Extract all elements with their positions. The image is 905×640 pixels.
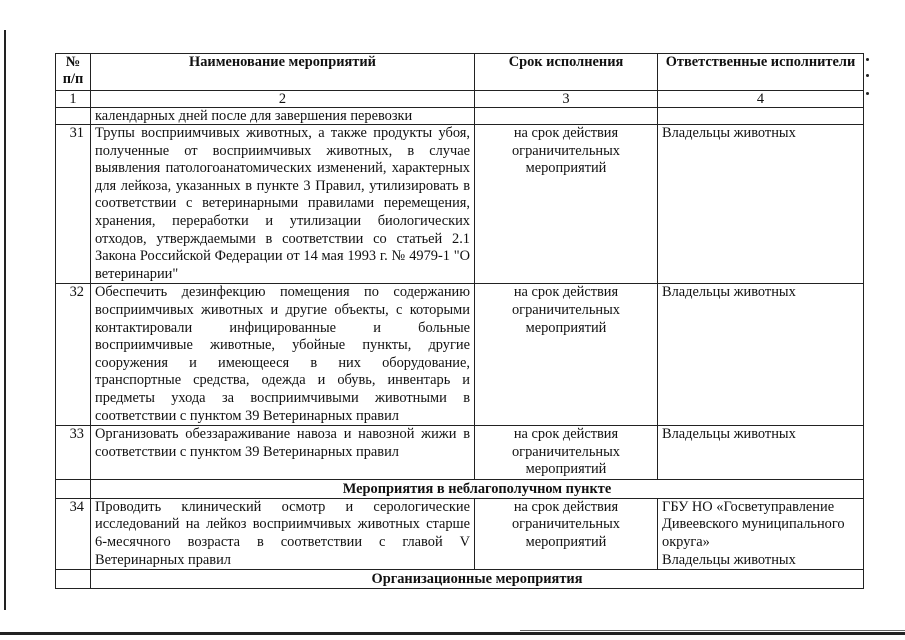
- table-row: [56, 426, 864, 480]
- column-index-2: 2: [91, 91, 475, 108]
- table-header-row: [56, 54, 864, 91]
- measure-name: Организовать обеззараживание навоза и навозной жижи в соответствии с пунктом 39 Ветеринарных правил: [91, 426, 475, 480]
- measure-name: Трупы восприимчивых животных, а также продукты убоя, полученные от восприимчивых животных, в случае выявления патологоанатомических изменений, характерных для лейкоза, указанных в пункте 3 Правил, утилизировать в соответствии с ветеринарными правилами перемещения, хранения, переработки и утилизации биологических отходов, утверждаемыми в соответствии со статьей 2.1 Закона Российской Федерации от 14 мая 1993 г. № 4979-1 "О ветеринарии": [91, 125, 475, 284]
- header-name: Наименование мероприятий: [91, 54, 475, 91]
- measure-term: на срок действия ограничительных мероприятий: [475, 426, 658, 480]
- column-index-1: 1: [56, 91, 91, 108]
- measures-table: [55, 53, 864, 589]
- header-term: Срок исполнения: [475, 54, 658, 91]
- measure-name: Обеспечить дезинфекцию помещения по содержанию восприимчивых животных и другие объекты, с которыми контактировали инфицированные и больные восприимчивые животные, убойные пункты, другие сооружения и имеющееся в них оборудование, транспортные средства, одежда и обувь, инвентарь и предметы ухода за восприимчивыми животными в соответствии с пунктом 39 Ветеринарных правил: [91, 284, 475, 426]
- measure-responsible: [658, 498, 864, 569]
- scan-bottom-line: [520, 630, 905, 631]
- measure-term: на срок действия ограничительных мероприятий: [475, 284, 658, 426]
- row-number: 31: [56, 125, 91, 284]
- header-num: № п/п: [56, 54, 91, 91]
- section-heading-organizational: Организационные мероприятия: [91, 570, 864, 589]
- section-heading-row: [56, 479, 864, 498]
- measure-responsible: Владельцы животных: [658, 426, 864, 480]
- measure-responsible: Владельцы животных: [658, 284, 864, 426]
- row-number: 34: [56, 498, 91, 569]
- continuation-row: [56, 108, 864, 125]
- measure-responsible: Владельцы животных: [658, 125, 864, 284]
- row-number: 32: [56, 284, 91, 426]
- column-index-3: 3: [475, 91, 658, 108]
- responsible-owners: Владельцы животных: [662, 551, 796, 568]
- responsible-agency: ГБУ НО «Госветуправление Дивеевского муниципального округа»: [662, 498, 845, 551]
- table-row: [56, 498, 864, 569]
- measure-term: на срок действия ограничительных мероприятий: [475, 125, 658, 284]
- page-bottom-border: [0, 632, 905, 635]
- column-index-4: 4: [658, 91, 864, 108]
- table-row: [56, 284, 864, 426]
- section-heading-affected-point: Мероприятия в неблагополучном пункте: [91, 479, 864, 498]
- column-index-row: [56, 91, 864, 108]
- page-left-border: [4, 30, 6, 610]
- measure-term: на срок действия ограничительных мероприятий: [475, 498, 658, 569]
- section-heading-row: [56, 570, 864, 589]
- continuation-text: календарных дней после для завершения перевозки: [91, 108, 475, 125]
- header-resp: Ответственные исполнители: [658, 54, 864, 91]
- measure-name: Проводить клинический осмотр и серологические исследований на лейкоз восприимчивых животных старше 6-месячного возраста в соответствии с главой V Ветеринарных правил: [91, 498, 475, 569]
- row-number: 33: [56, 426, 91, 480]
- scan-edge-marks: [866, 58, 872, 98]
- table-row: [56, 125, 864, 284]
